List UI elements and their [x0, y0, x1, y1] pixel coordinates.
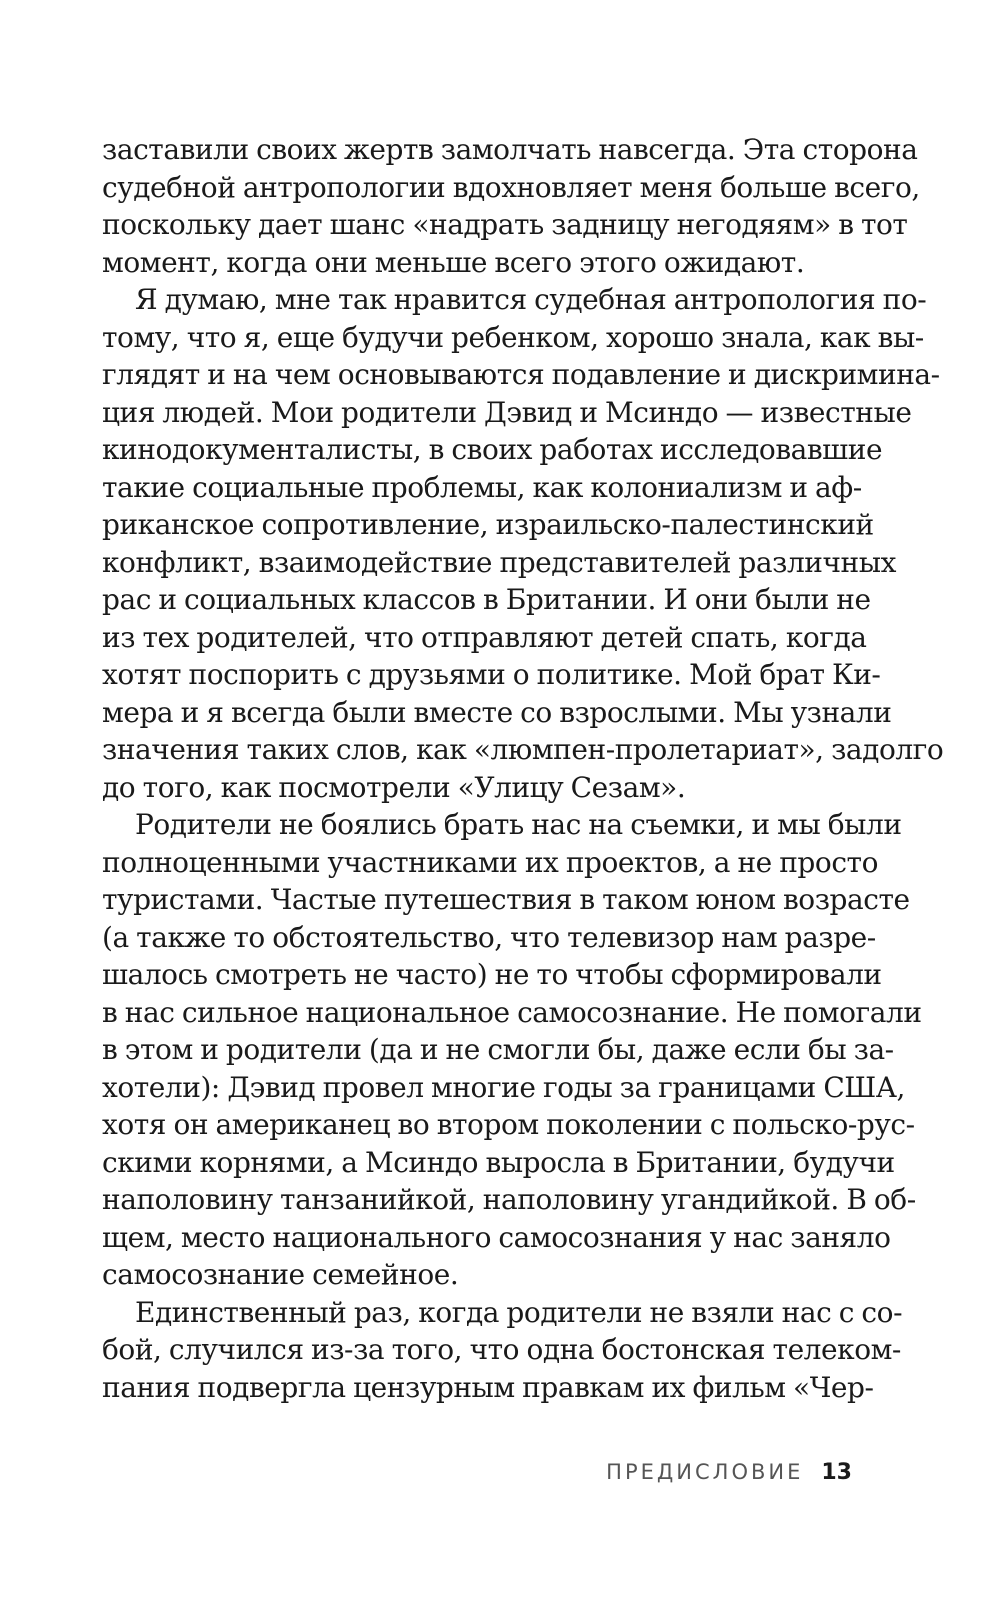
text-line: из тех родителей, что отправляют детей спать, когда [102, 620, 867, 654]
text-line: наполовину танзанийкой, наполовину угандийкой. В об- [102, 1183, 916, 1216]
text-line: Я думаю, мне так нравится судебная антропология по- [135, 283, 927, 316]
text-line: значения таких слов, как «люмпен-пролетариат», задолго [102, 733, 944, 766]
text-line: скими корнями, а Мсиндо выросла в Британии, будучи [102, 1145, 895, 1179]
text-line: в этом и родители (да и не смогли бы, даже если бы за- [102, 1033, 894, 1066]
page-number: 13 [821, 1460, 852, 1485]
text-line: глядят и на чем основываются подавление и дискримина- [102, 358, 940, 391]
text-line: кинодокументалисты, в своих работах исследовавшие [102, 433, 883, 466]
text-line: Единственный раз, когда родители не взяли нас с со- [135, 1295, 903, 1329]
page-footer [606, 1460, 852, 1485]
text-line: заставили своих жертв замолчать навсегда. Эта сторона [102, 133, 918, 166]
text-line: поскольку дает шанс «надрать задницу негодяям» в тот [102, 208, 908, 241]
text-line: (а также то обстоятельство, что телевизор нам разре- [102, 920, 876, 954]
text-line: судебной антропологии вдохновляет меня больше всего, [102, 170, 920, 204]
text-line: Родители не боялись брать нас на съемки, и мы были [135, 808, 902, 841]
text-line: момент, когда они меньше всего этого ожидают. [102, 245, 805, 279]
text-line: до того, как посмотрели «Улицу Сезам». [102, 770, 686, 804]
text-line: самосознание семейное. [102, 1258, 459, 1291]
text-line: тому, что я, еще будучи ребенком, хорошо знала, как вы- [102, 320, 924, 354]
text-line: хотели): Дэвид провел многие годы за границами США, [102, 1070, 905, 1104]
text-line: рас и социальных классов в Британии. И они были не [102, 583, 871, 616]
text-line: пания подвергла цензурным правкам их фильм «Чер- [102, 1370, 874, 1404]
text-line: шалось смотреть не часто) не то чтобы сформировали [102, 958, 882, 991]
running-head: ПРЕДИСЛОВИЕ [606, 1460, 804, 1484]
text-line: щем, место национального самосознания у нас заняло [102, 1220, 891, 1254]
text-line: конфликт, взаимодействие представителей различных [102, 545, 896, 579]
text-line: в нас сильное национальное самосознание. Не помогали [102, 995, 922, 1029]
text-line: такие социальные проблемы, как колониализм и аф- [102, 470, 862, 504]
text-line: хотят поспорить с друзьями о политике. Мой брат Ки- [102, 658, 881, 691]
text-line: риканское сопротивление, израильско-палестинский [102, 508, 874, 541]
text-line: хотя он американец во втором поколении с польско-рус- [102, 1108, 915, 1141]
text-line: полноценными участниками их проектов, а не просто [102, 845, 878, 879]
text-line: бой, случился из-за того, что одна бостонская телеком- [102, 1333, 901, 1366]
text-line: ция людей. Мои родители Дэвид и Мсиндо — известные [102, 395, 912, 429]
text-line: мера и я всегда были вместе со взрослыми. Мы узнали [102, 695, 892, 729]
body-text [102, 131, 944, 1406]
text-line: туристами. Частые путешествия в таком юном возрасте [102, 883, 910, 916]
